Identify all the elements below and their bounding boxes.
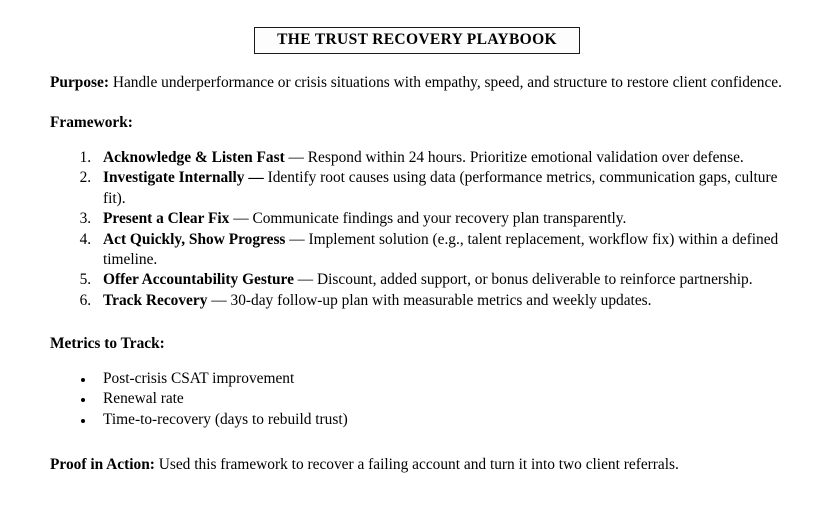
- metrics-heading: Metrics to Track:: [50, 335, 165, 353]
- list-item: • Time-to-recovery (days to rebuild trust): [95, 410, 782, 430]
- item-lead: Acknowledge & Listen Fast: [103, 148, 285, 166]
- proof-paragraph: [50, 455, 782, 475]
- title-box: [254, 27, 580, 54]
- item-body: Implement solution (e.g., talent replacement, workflow fix) within a defined timeline.: [103, 230, 779, 268]
- proof-text: Used this framework to recover a failing account and turn it into two client referrals.: [154, 455, 679, 473]
- item-lead: Present a Clear Fix: [103, 210, 230, 228]
- item-dash: —: [293, 271, 318, 289]
- list-item: [95, 168, 782, 209]
- item-dash: —: [284, 148, 308, 166]
- list-item: [95, 230, 782, 271]
- metrics-list: [50, 369, 782, 430]
- item-dash: —: [244, 169, 268, 187]
- list-item: [95, 209, 782, 229]
- item-dash: —: [229, 210, 253, 228]
- framework-list: [50, 148, 782, 312]
- title-container: [0, 0, 834, 54]
- purpose-label: Purpose:: [50, 73, 109, 91]
- framework-heading: Framework:: [50, 114, 133, 132]
- list-item: • Renewal rate: [95, 389, 782, 409]
- list-item: [95, 148, 782, 168]
- purpose-paragraph: [50, 73, 782, 93]
- list-item: [95, 270, 782, 290]
- item-body: Identify root causes using data (performance metrics, communication gaps, culture fit).: [103, 169, 778, 207]
- proof-label: Proof in Action:: [50, 455, 155, 473]
- item-lead: Offer Accountability Gesture: [103, 271, 294, 289]
- purpose-text: Handle underperformance or crisis situations with empathy, speed, and structure to restore client confidence.: [109, 73, 782, 91]
- item-body: Respond within 24 hours. Prioritize emotional validation over defense.: [307, 148, 744, 166]
- item-lead: Investigate Internally: [103, 169, 245, 187]
- item-body: Communicate findings and your recovery plan transparently.: [252, 210, 627, 228]
- list-item: [95, 291, 782, 311]
- document-body: [0, 73, 834, 476]
- page-title: THE TRUST RECOVERY PLAYBOOK: [277, 31, 557, 48]
- item-dash: —: [285, 230, 309, 248]
- item-lead: Track Recovery: [103, 291, 208, 309]
- item-body: Discount, added support, or bonus deliverable to reinforce partnership.: [317, 271, 753, 289]
- list-item: • Post-crisis CSAT improvement: [95, 369, 782, 389]
- item-dash: —: [207, 291, 231, 309]
- item-lead: Act Quickly, Show Progress: [103, 230, 286, 248]
- item-body: 30-day follow-up plan with measurable metrics and weekly updates.: [230, 291, 652, 309]
